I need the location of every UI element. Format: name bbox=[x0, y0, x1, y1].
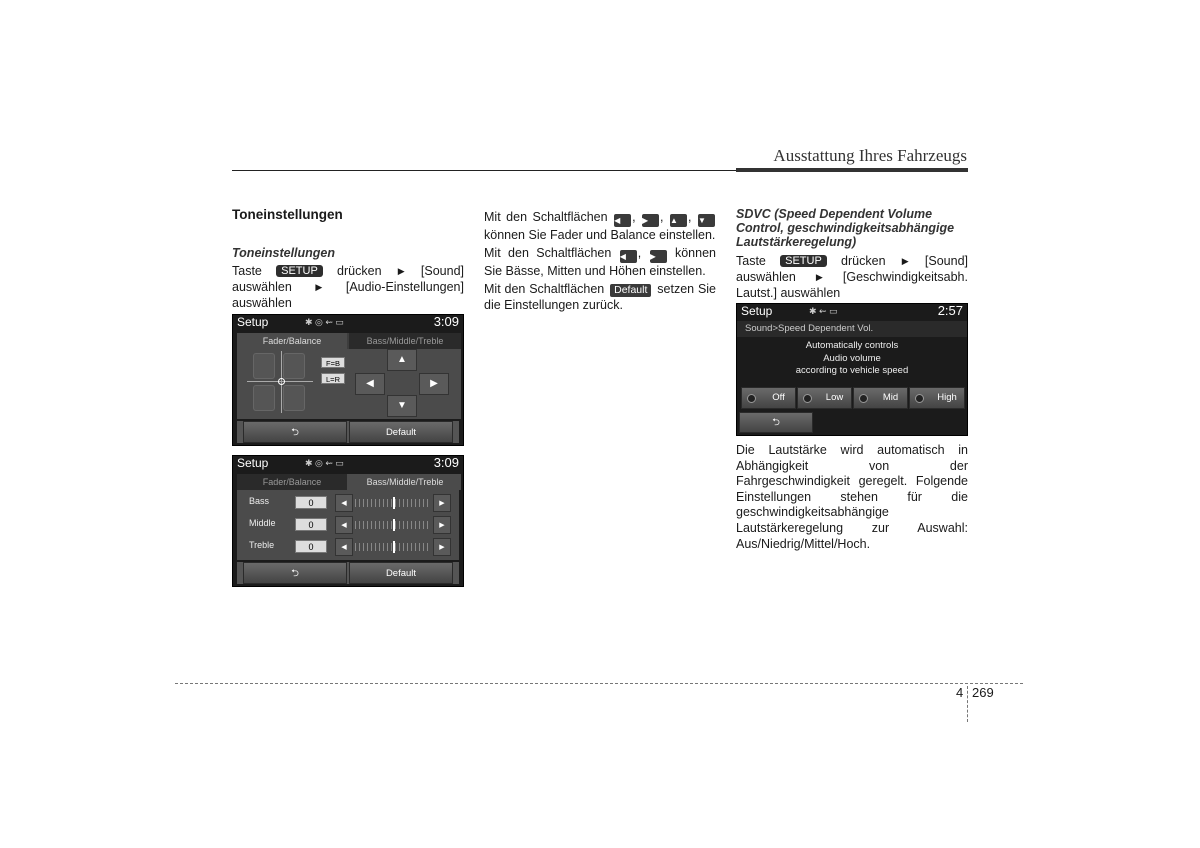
bottom-bar bbox=[237, 421, 459, 443]
heading-sdvc: SDVC (Speed Dependent Volume Control, geschwindigkeitsabhängige Lautstärkeregelung) bbox=[736, 207, 955, 249]
column-2 bbox=[484, 209, 716, 315]
text: Mit den Schaltflächen bbox=[484, 210, 608, 224]
description-line: according to vehicle speed bbox=[795, 365, 909, 376]
description-line: Audio volume bbox=[823, 352, 881, 364]
paragraph-fader-balance: Mit den Schaltflächen ◀ , ▶ , ▲ , ▼ können Sie Fader und Balance einstellen. bbox=[484, 210, 716, 242]
column-3 bbox=[736, 207, 968, 301]
radio-icon bbox=[747, 394, 756, 403]
back-button[interactable]: ⮌ bbox=[243, 421, 347, 443]
text: setzen Sie die Einstellungen zurück. bbox=[484, 282, 717, 312]
screen-body bbox=[237, 474, 459, 560]
screen-title: Setup bbox=[237, 456, 269, 470]
text-audio-einstellungen: [Audio-Einstellungen] bbox=[345, 280, 464, 294]
text-druecken: drücken bbox=[337, 264, 382, 278]
default-button[interactable]: Default bbox=[349, 421, 453, 443]
option-off[interactable] bbox=[741, 387, 796, 409]
increase-button[interactable]: ▶ bbox=[433, 494, 451, 512]
option-label: Low bbox=[825, 392, 844, 403]
clock: 3:09 bbox=[433, 314, 459, 329]
sdvc-body bbox=[736, 443, 968, 552]
eq-label: Middle bbox=[249, 518, 276, 528]
column-1 bbox=[232, 207, 464, 311]
tab-panel bbox=[237, 349, 461, 419]
tab-fader-balance[interactable]: Fader/Balance bbox=[237, 474, 347, 490]
text-auswaehlen: auswählen bbox=[232, 280, 292, 294]
eq-label: Treble bbox=[249, 540, 275, 550]
right-arrow-icon: ▶ bbox=[642, 214, 659, 227]
right-button[interactable]: ▶ bbox=[419, 373, 449, 395]
subheading-toneinstellungen: Toneinstellungen bbox=[232, 246, 336, 260]
clock: 2:57 bbox=[937, 303, 963, 318]
slider-knob[interactable] bbox=[393, 541, 395, 553]
decrease-button[interactable]: ◀ bbox=[335, 538, 353, 556]
triangle-right-icon: ▶ bbox=[901, 256, 909, 266]
default-key-icon: Default bbox=[610, 284, 651, 297]
down-arrow-icon: ▼ bbox=[698, 214, 715, 227]
screen-fader-balance bbox=[232, 314, 464, 446]
option-label: High bbox=[937, 392, 957, 403]
back-button[interactable]: ⮌ bbox=[243, 562, 347, 584]
text-taste: Taste bbox=[232, 264, 262, 278]
clock: 3:09 bbox=[433, 455, 459, 470]
text-sound: [Sound] bbox=[420, 264, 465, 278]
paragraph-default bbox=[484, 281, 716, 313]
radio-icon bbox=[803, 394, 812, 403]
up-arrow-icon: ▲ bbox=[670, 214, 687, 227]
header-rule-accent bbox=[736, 168, 968, 172]
balance-point-icon[interactable] bbox=[278, 378, 285, 385]
slider-knob[interactable] bbox=[393, 519, 395, 531]
tab-fader-balance[interactable]: Fader/Balance bbox=[237, 333, 347, 349]
option-low[interactable] bbox=[797, 387, 852, 409]
text-geschwindigkeitsabh: [Geschwindigkeitsabh. bbox=[842, 270, 968, 284]
eq-slider[interactable] bbox=[355, 543, 431, 551]
screen-bass-middle-treble bbox=[232, 455, 464, 587]
eq-slider[interactable] bbox=[355, 521, 431, 529]
option-high[interactable] bbox=[909, 387, 965, 409]
instruction-text bbox=[232, 263, 464, 311]
option-mid[interactable] bbox=[853, 387, 908, 409]
page-number: 269 bbox=[972, 685, 994, 700]
text-lautst: Lautst.] auswählen bbox=[736, 286, 841, 300]
screen-speed-dependent-volume bbox=[736, 303, 968, 436]
eq-label: Bass bbox=[249, 496, 270, 506]
text-sound: [Sound] bbox=[924, 254, 969, 268]
status-icons: ✱ ◎ ⇜ ▭ bbox=[305, 317, 344, 327]
text: Mit den Schaltflächen bbox=[484, 282, 605, 296]
text-auswaehlen: auswählen bbox=[736, 270, 796, 284]
screen-title: Setup bbox=[741, 304, 773, 318]
text-druecken: drücken bbox=[841, 254, 886, 268]
seat-rear-right-icon bbox=[283, 385, 305, 411]
eq-value: 0 bbox=[295, 540, 327, 553]
triangle-right-icon: ▶ bbox=[815, 272, 823, 282]
triangle-right-icon: ▶ bbox=[315, 282, 323, 292]
screen-title: Setup bbox=[237, 315, 269, 329]
radio-icon bbox=[915, 394, 924, 403]
eq-slider[interactable] bbox=[355, 499, 431, 507]
eq-value: 0 bbox=[295, 518, 327, 531]
back-button[interactable]: ⮌ bbox=[739, 412, 813, 433]
text: können Sie Fader und Balance einstellen. bbox=[484, 228, 716, 242]
section-title: Ausstattung Ihres Fahrzeugs bbox=[773, 146, 967, 165]
screen-body bbox=[237, 333, 459, 419]
text: Sie Bässe, Mitten und Höhen einstellen. bbox=[484, 264, 706, 278]
seat-rear-left-icon bbox=[253, 385, 275, 411]
default-button[interactable]: Default bbox=[349, 562, 453, 584]
tab-bass-middle-treble[interactable]: Bass/Middle/Treble bbox=[349, 333, 461, 349]
setup-key-icon: SETUP bbox=[276, 265, 323, 277]
text-taste: Taste bbox=[736, 254, 766, 268]
sdvc-description: Die Lautstärke wird automatisch in Abhängigkeit von der Fahrgeschwindigkeit geregelt. Folgende Einstellungen stehen für die geschwindigkeitsabhängige Lautstärkeregelung zur Auswahl: Aus/Niedrig/Mittel/Hoch. bbox=[736, 443, 968, 551]
breadcrumb: Sound>Speed Dependent Vol. bbox=[737, 321, 967, 337]
slider-knob[interactable] bbox=[393, 497, 395, 509]
tab-bass-middle-treble[interactable]: Bass/Middle/Treble bbox=[349, 474, 461, 490]
fader-value: F=B bbox=[321, 357, 345, 368]
option-label: Off bbox=[772, 392, 785, 403]
seat-front-left-icon bbox=[253, 353, 275, 379]
radio-icon bbox=[859, 394, 868, 403]
paragraph-bass-treble: Mit den Schaltflächen ◀ , ▶ können Sie Bässe, Mitten und Höhen einstellen. bbox=[484, 246, 716, 278]
option-label: Mid bbox=[882, 392, 899, 403]
increase-button[interactable]: ▶ bbox=[433, 538, 451, 556]
description bbox=[737, 340, 967, 378]
footer-divider bbox=[967, 686, 968, 722]
triangle-right-icon: ▶ bbox=[397, 266, 405, 276]
eq-value: 0 bbox=[295, 496, 327, 509]
status-icons: ✱ ⇜ ▭ bbox=[809, 306, 838, 316]
increase-button[interactable]: ▶ bbox=[433, 516, 451, 534]
text: Mit den Schaltflächen bbox=[484, 246, 612, 260]
decrease-button[interactable]: ◀ bbox=[335, 516, 353, 534]
eq-row-middle bbox=[245, 516, 451, 534]
balance-value: L=R bbox=[321, 373, 345, 384]
option-row bbox=[741, 387, 965, 409]
down-button[interactable]: ▼ bbox=[387, 395, 417, 417]
text-auswaehlen: auswählen bbox=[232, 296, 292, 310]
decrease-button[interactable]: ◀ bbox=[335, 494, 353, 512]
description-line: Automatically controls bbox=[805, 340, 899, 351]
heading-toneinstellungen: Toneinstellungen bbox=[232, 207, 343, 222]
left-button[interactable]: ◀ bbox=[355, 373, 385, 395]
chapter-number: 4 bbox=[956, 685, 964, 700]
eq-row-bass bbox=[245, 494, 451, 512]
text: können bbox=[674, 246, 716, 260]
status-icons: ✱ ◎ ⇜ ▭ bbox=[305, 458, 344, 468]
seat-front-right-icon bbox=[283, 353, 305, 379]
instruction-text bbox=[736, 253, 968, 301]
bottom-bar bbox=[237, 562, 459, 584]
left-arrow-icon: ◀ bbox=[620, 250, 637, 263]
left-arrow-icon: ◀ bbox=[614, 214, 631, 227]
footer-rule bbox=[175, 683, 1023, 684]
setup-key-icon: SETUP bbox=[780, 255, 827, 267]
eq-row-treble bbox=[245, 538, 451, 556]
right-arrow-icon: ▶ bbox=[650, 250, 667, 263]
up-button[interactable]: ▲ bbox=[387, 349, 417, 371]
